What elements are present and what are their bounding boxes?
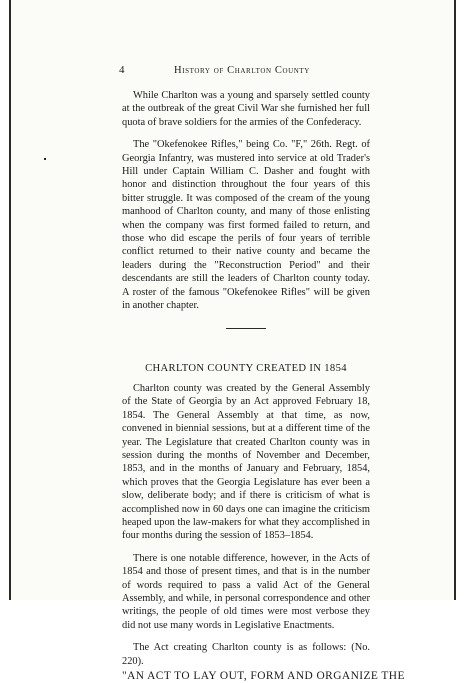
- page-body: [122, 89, 405, 683]
- act-title: "AN ACT TO LAY OUT, FORM AND ORGANIZE THE: [122, 670, 405, 683]
- running-head: History of Charlton County: [174, 65, 310, 76]
- acts-difference-paragraph: There is one notable difference, however, in the Acts of 1854 and those of present times, and that is in the number of words required to pass a valid Act of the General Assembly, and while, in personal correspondence and other writings, the people of old times were most verbose they did not use many words in Legislative Enactments.: [122, 552, 370, 631]
- section-divider: [226, 328, 266, 329]
- book-page: [9, 0, 456, 683]
- page-number: 4: [119, 64, 125, 76]
- page-header: [119, 64, 459, 78]
- act-intro-paragraph: The Act creating Charlton county is as follows: (No. 220).: [122, 642, 370, 667]
- page-speck: [44, 158, 46, 160]
- section-title: CHARLTON COUNTY CREATED IN 1854: [145, 362, 347, 374]
- okefenokee-rifles-paragraph: The "Okefenokee Rifles," being Co. "F," 26th. Regt. of Georgia Infantry, was mustered into service at old Trader's Hill under Captain William C. Dasher and fought with honor and distinction throughout the four years of this bitter struggle. It was composed of the cream of the young manhood of Charlton county, and many of those enlisting when the company was first formed failed to return, and those who did escape the perils of four years of terrible conflict returned to their native county and became the leaders during the "Reconstruction Period" and their descendants are still the leaders of Charlton county today. A roster of the famous "Okefenokee Rifles" will be given in another chapter.: [122, 139, 370, 312]
- county-created-paragraph: Charlton county was created by the General Assembly of the State of Georgia by an Act approved February 18, 1854. The General Assembly at that time, as now, convened in biennial sessions, but at a different time of the year. The Legislature that created Charlton county was in session during the months of November and December, 1853, and in the months of January and February, 1854, which proves that the Georgia Legislature has ever been a slow, deliberate body; and if there is criticism of what is accomplished now in 60 days one can imagine the criticism heaped upon the law-makers for what they accomplished in four months during the session of 1853–1854.: [122, 382, 370, 542]
- civil-war-paragraph: While Charlton was a young and sparsely settled county at the outbreak of the great Civil War she furnished her full quota of brave soldiers for the armies of the Confederacy.: [122, 90, 370, 128]
